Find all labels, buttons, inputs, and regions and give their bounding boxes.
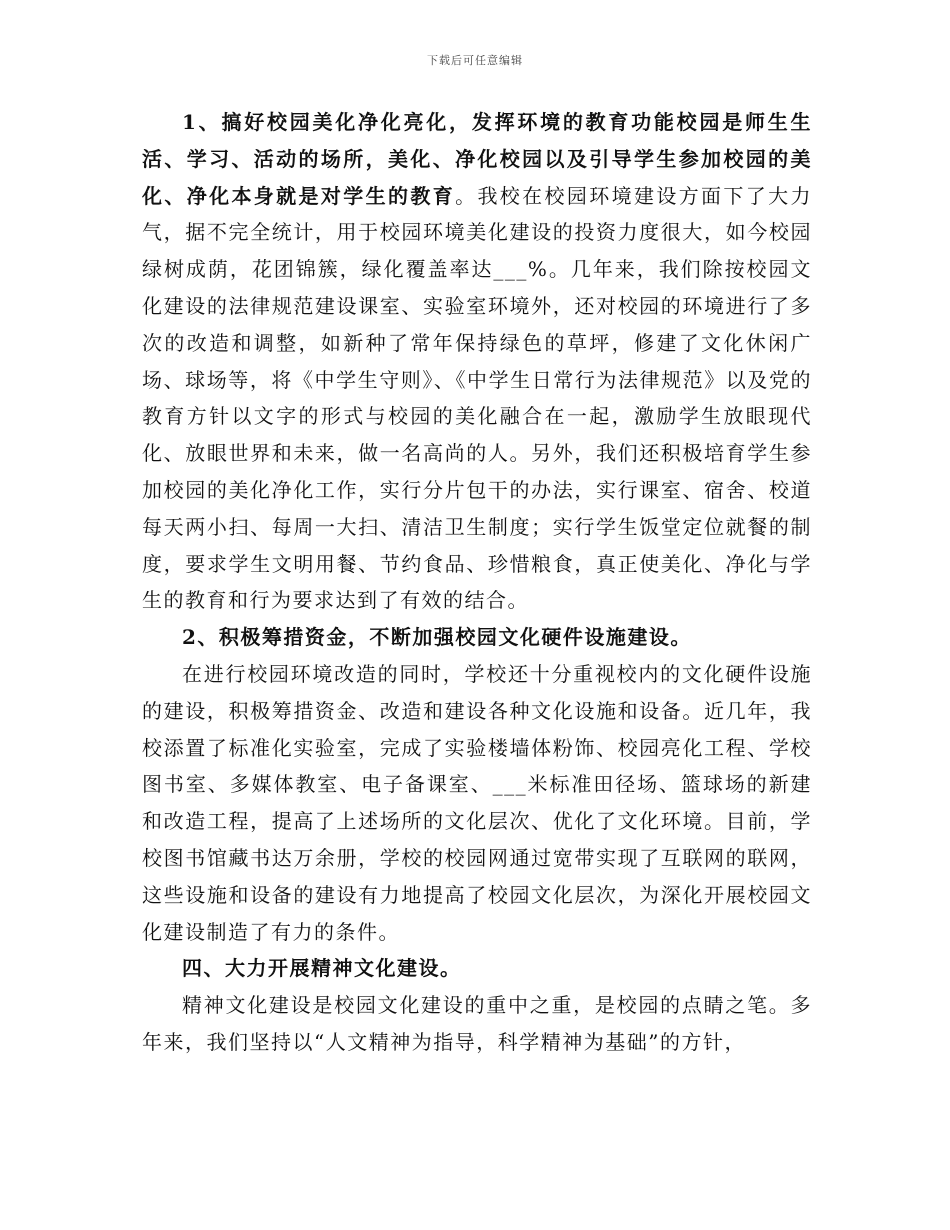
paragraph-3-text: 在进行校园环境改造的同时，学校还十分重视校内的文化硬件设施的建设，积极筹措资金、改造和建设各种文化设施和设备。近几年，我校添置了标准化实验室，完成了实验楼墙体粉饰、校园亮化工程、学校图书室、多媒体教室、电子备课室、___米标准田径场、篮球场的新建和改造工程，提高了上述场所的文化层次、优化了文化环境。目前，学校图书馆藏书达万余册，学校的校园网通过宽带实现了互联网的联网，这些设施和设备的建设有力地提高了校园文化层次，为深化开展校园文化建设制造了有力的条件。 [142,661,812,944]
paragraph-4-heading [142,950,812,987]
paragraph-1-heading: 1、搞好校园美化净化亮化，发挥环境的教育功能校园是师生生活、学习、活动的场所，美化、净化校园以及引导学生参加校园的美化、净化本身就是对学生的教育 [142,110,812,208]
paragraph-5-text: 精神文化建设是校园文化建设的重中之重，是校园的点睛之笔。多年来，我们坚持以“人文精神为指导，科学精神为基础”的方针， [142,993,812,1054]
paragraph-3 [142,656,812,950]
header-note: 下载后可任意编辑 [427,54,523,67]
paragraph-1 [142,104,812,619]
section-2-heading: 2、积极筹措资金，不断加强校园文化硬件设施建设。 [182,625,692,650]
paragraph-1-text: 。我校在校园环境建设方面下了大力气，据不完全统计，用于校园环境美化建设的投资力度很大，如今校园绿树成荫，花团锦簇，绿化覆盖率达___%。几年来，我们除按校园文化建设的法律规范建设课室、实验室环境外，还对校园的环境进行了多次的改造和调整，如新种了常年保持绿色的草坪，修建了文化休闲广场、球场等，将《中学生守则》、《中学生日常行为法律规范》以及党的教育方针以文字的形式与校园的美化融合在一起，激励学生放眼现代化、放眼世界和未来，做一名高尚的人。另外，我们还积极培育学生参加校园的美化净化工作，实行分片包干的办法，实行课室、宿舍、校道每天两小扫、每周一大扫、清洁卫生制度；实行学生饭堂定位就餐的制度，要求学生文明用餐、节约食品、珍惜粮食，真正使美化、净化与学生的教育和行为要求达到了有效的结合。 [142,183,813,613]
section-4-heading: 四、大力开展精神文化建设。 [182,956,462,981]
document-body [142,104,812,1061]
paragraph-2-heading [142,619,812,656]
paragraph-5 [142,987,812,1061]
